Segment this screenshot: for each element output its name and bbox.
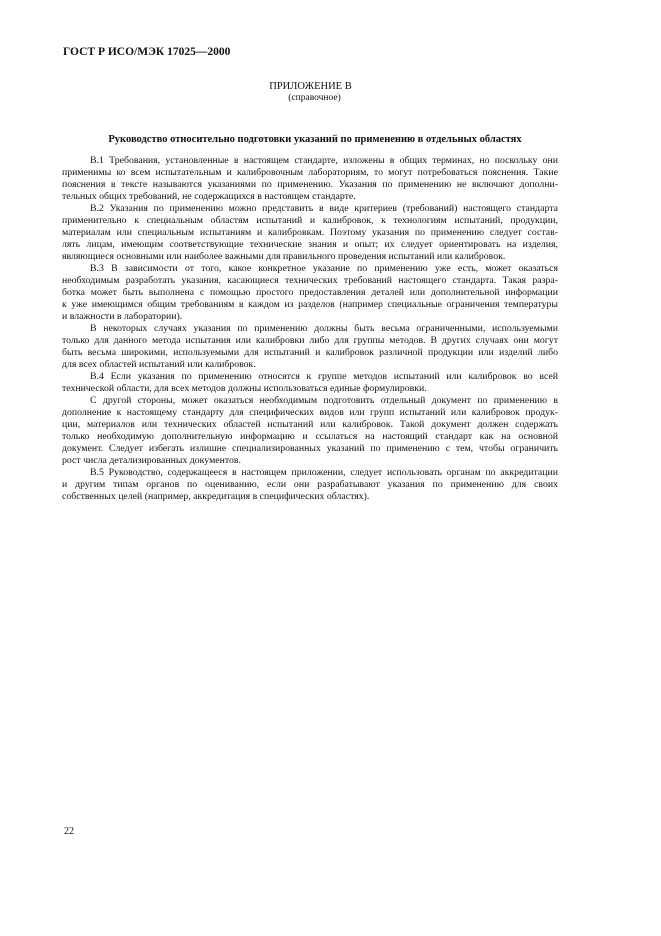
text-line: только необходимую дополнительную информацию и ссылаться на настоящий стандарт как на основной [62,431,558,442]
text-line: быть весьма широкими, используемыми для испытаний и калибровок различной продукции или изделий либо [62,347,558,358]
text-line: В.2 Указания по применению можно представить в виде критериев (требований) настоящего стандарта [90,203,558,214]
text-line: В некоторых случаях указания по применению должны быть весьма ограниченными, используемыми [90,323,558,334]
annex-type: (справочное) [288,93,341,103]
text-line: технической области, для всех методов должны использоваться единые формулировки. [62,383,427,394]
text-line: применительно к специальным областям испытаний и калибровок, к технологиям испытаний, продукции, [62,215,558,226]
paragraph [62,263,558,323]
text-line: материалам или специальным испытаниям и калибровкам. Поэтому указания по применению следует состав- [62,227,558,238]
text-line: В.5 Руководство, содержащееся в настоящем приложении, следует использовать органам по аккредитации [90,467,558,478]
section-title: Руководство относительно подготовки указаний по применению в отдельных областях [108,134,522,145]
text-line: и другим типам органов по оцениванию, если они разрабатывают указания по применению для своих [62,479,558,490]
text-line: дополнение к настоящему стандарту для специфических видов или групп испытаний или калибровок продук- [62,407,558,418]
text-line: лять лицам, имеющим соответствующие технические знания и опыт; их следует ориентировать на изделия, [62,239,558,250]
text-line: к уже имеющимся общим требованиям в каждом из разделов (например специальные ограничения температуры [62,299,558,310]
text-line: ботка может быть выполнена с помощью простого предоставления деталей или дополнительной информации [62,287,558,298]
text-line: В.3 В зависимости от того, какое конкретное указание по применению уже есть, может оказаться [90,263,558,274]
text-line: только для данного метода испытания или калибровки либо для группы методов. В других случаях они могут [62,335,558,346]
paragraph [62,395,558,467]
text-line: необходимым разработать указания, касающиеся технических требований настоящего стандарта. Такая разра- [62,275,558,286]
paragraph [62,323,558,371]
page-number: 22 [64,826,74,837]
paragraph [62,155,558,203]
text-line: пояснения в тексте называются указаниями по применению. Указания по применению не включают дополни- [62,179,558,190]
text-line: являющиеся основными или наиболее важными для правильного проведения испытаний или калибровок. [62,251,506,262]
document-header: ГОСТ Р ИСО/МЭК 17025—2000 [63,46,231,58]
document-body [62,155,558,503]
text-line: тельных общих требований, не содержащихся в настоящем стандарте. [62,191,356,202]
text-line: и влажности в лаборатории). [62,311,183,322]
paragraph [62,203,558,263]
text-line: для всех областей испытаний или калибровок. [62,359,256,370]
text-line: С другой стороны, может оказаться необходимым подготовить отдельный документ по применению в [90,395,558,406]
paragraph [62,467,558,503]
text-line: рост числа детализированных документов. [62,455,241,466]
annex-title: ПРИЛОЖЕНИЕ В [269,81,352,92]
text-line: документ. Следует избегать излишне специализированных указаний по применению с тем, чтобы ограничить [62,443,558,454]
text-line: ции, материалов или технических областей испытаний или калибровок. Такой документ должен содержать [62,419,558,430]
text-line: В.1 Требования, установленные в настоящем стандарте, изложены в общих терминах, но поскольку они [90,155,558,166]
text-line: применимы ко всем испытательным и калибровочным лабораториям, то могут потребоваться пояснения. Такие [62,167,558,178]
text-line: собственных целей (например, аккредитация в специфических областях). [62,491,370,502]
paragraph [62,371,558,395]
text-line: В.4 Если указания по применению относятся к группе методов испытаний или калибровок во всей [90,371,558,382]
